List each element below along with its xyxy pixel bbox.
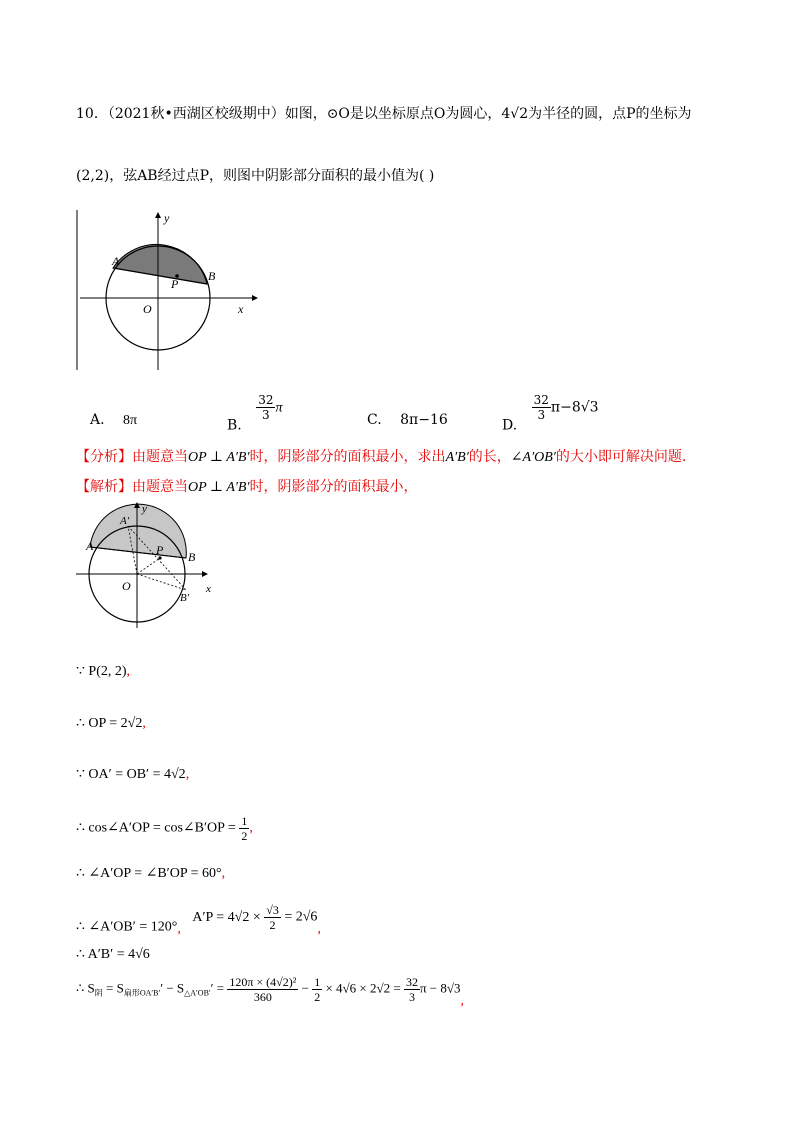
step-8-f3-den: 3: [408, 990, 415, 1004]
analysis-condition: OP ⊥ A′B′: [188, 450, 250, 465]
step-5: [76, 865, 225, 882]
step-6a-text: ∴ ∠A′OB′ = 120°: [76, 919, 178, 935]
step-8-prime: ′ =: [210, 980, 225, 996]
step-8-fraction-3: [404, 975, 420, 1004]
step-1-comma: ,: [126, 664, 131, 679]
solution-text-end: 时，阴影部分的面积最小，: [249, 479, 418, 495]
solution-label: 【解析】: [76, 479, 132, 495]
step-8-f3-num: 32: [405, 975, 418, 989]
segment-op: [137, 558, 160, 574]
step-8-sub-triangle: △A′OB′: [184, 988, 211, 998]
option-d-tail: π−8√3: [550, 399, 599, 416]
option-b-tail: π: [275, 400, 283, 416]
solution-text-pre: 由题意当: [132, 479, 188, 495]
label-o-2: O: [122, 579, 131, 593]
label-b-2: B: [188, 550, 196, 564]
step-3-text: ∵ OA′ = OB′ = 4√2: [76, 767, 186, 782]
label-p: P: [171, 277, 179, 291]
figure-1: [76, 210, 266, 372]
question-line-2: (2,2)，弦AB经过点P，则图中阴影部分面积的最小值为( ): [76, 168, 435, 184]
label-y-2: y: [142, 503, 147, 515]
step-4: [76, 814, 253, 843]
label-o: O: [143, 302, 152, 316]
option-d-letter: D.: [502, 417, 518, 434]
step-6: [76, 903, 321, 938]
analysis-label: 【分析】: [76, 449, 132, 465]
step-7-text: ∴ A′B′ = 4√6: [76, 947, 150, 962]
analysis-line: [76, 446, 686, 466]
step-3-comma: ,: [185, 767, 190, 782]
label-y: y: [164, 211, 170, 225]
analysis-text-end: 的大小即可解决问题.: [555, 449, 687, 465]
option-c-value: 8π−16: [400, 412, 448, 428]
step-8-end: π − 8√3: [419, 980, 461, 996]
step-4-num: 1: [241, 814, 248, 828]
step-8-fraction-1: [227, 975, 298, 1004]
label-b: B: [208, 269, 216, 283]
step-3: [76, 766, 189, 783]
option-d: [502, 393, 599, 434]
shaded-segment: [113, 244, 207, 284]
step-5-comma: ,: [221, 866, 226, 881]
step-4-fraction: [239, 814, 249, 843]
step-8-comma: ,: [460, 993, 465, 1009]
step-2-text: ∴ OP = 2√2: [76, 716, 143, 731]
analysis-length: A′B′: [445, 450, 469, 465]
y-axis-arrow-icon: [155, 212, 161, 218]
option-d-den: 3: [537, 408, 546, 422]
label-x-2: x: [206, 583, 211, 595]
label-p-2: P: [156, 543, 164, 557]
step-8-minus2: −: [301, 980, 309, 996]
step-8-sub-shadow: 阴: [94, 988, 103, 998]
analysis-text-pre: 由题意当: [132, 449, 188, 465]
step-6a-comma: ,: [177, 921, 181, 937]
step-8: [76, 975, 464, 1009]
step-8-eq: = S: [106, 980, 124, 996]
solution-condition: OP ⊥ A′B′: [188, 480, 250, 495]
label-b-prime: B′: [180, 592, 190, 604]
option-c-letter: C.: [367, 412, 382, 428]
step-4-den: 2: [241, 829, 248, 843]
option-a-letter: A.: [90, 412, 105, 428]
solution-line: [76, 476, 418, 496]
question-line-1: 10．（2021秋•西湖区校级期中）如图，⊙O是以坐标原点O为圆心，4√2为半径的圆，点P的坐标为: [76, 106, 692, 122]
step-8-fraction-2: [312, 975, 322, 1004]
label-a-2: A: [86, 539, 94, 553]
step-8-f1-den: 360: [253, 990, 272, 1004]
option-c: [367, 412, 448, 428]
step-6b-den: 2: [269, 918, 276, 932]
analysis-text-mid2: 的长，: [468, 449, 511, 465]
option-b-den: 3: [262, 408, 270, 422]
option-b: [227, 393, 283, 434]
option-d-fraction: [532, 393, 551, 422]
step-6b-num: √3: [266, 903, 279, 917]
option-a: [90, 412, 137, 429]
label-a-prime: A′: [120, 515, 130, 527]
analysis-angle: ∠A′OB′: [510, 450, 556, 465]
step-8-mid: × 4√6 × 2√2 =: [325, 980, 401, 996]
step-2-comma: ,: [142, 716, 146, 731]
shaded-segment-2: [90, 504, 186, 558]
step-1-text: ∵ P(2, 2): [76, 664, 127, 679]
step-6b-comma: ,: [317, 921, 321, 937]
option-a-value: 8π: [123, 413, 138, 428]
label-a: A: [112, 254, 120, 268]
step-8-f2-num: 1: [314, 975, 321, 989]
step-6b-text: A′P = 4√2 ×: [192, 909, 261, 925]
step-4-text: ∴ cos∠A′OP = cos∠B′OP =: [76, 820, 236, 836]
step-6b-fraction: [264, 903, 281, 932]
step-7: [76, 946, 150, 963]
step-4-comma: ,: [249, 820, 253, 836]
option-d-num: 32: [533, 393, 549, 407]
figure-2: [76, 500, 226, 630]
step-2: [76, 715, 146, 732]
step-6b-post: = 2√6: [284, 909, 318, 925]
segment-ob1: [137, 574, 186, 590]
step-1: [76, 663, 130, 680]
option-b-letter: B.: [227, 417, 242, 434]
step-8-f1-num: 120π × (4√2)²: [229, 975, 297, 989]
option-b-fraction: [256, 393, 275, 422]
label-x: x: [238, 302, 244, 316]
step-8-f2-den: 2: [314, 990, 321, 1004]
step-8-minus: ′ − S: [160, 980, 185, 996]
step-8-sub-sector: 扇形OA′B′: [123, 988, 161, 998]
step-5-text: ∴ ∠A′OP = ∠B′OP = 60°: [76, 866, 222, 881]
step-8-s: ∴ S: [76, 980, 95, 996]
analysis-text-mid: 时，阴影部分的面积最小，求出: [249, 449, 446, 465]
option-b-num: 32: [258, 393, 274, 407]
x-axis-arrow-icon: [252, 295, 258, 301]
x-axis-arrow-icon-2: [202, 571, 208, 577]
